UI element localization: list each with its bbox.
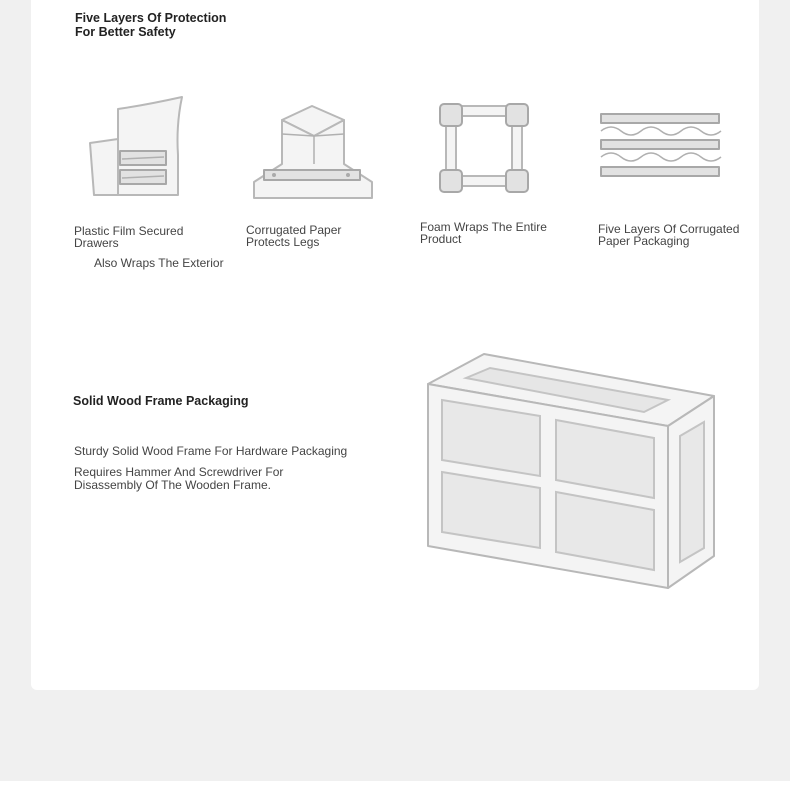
drawer-film-icon [86,95,186,200]
section-title: Five Layers Of Protection For Better Safety [75,11,227,39]
feature-label: Corrugated Paper Protects Legs [246,223,342,249]
wood-frame-desc: Sturdy Solid Wood Frame For Hardware Packaging [74,444,348,458]
wood-frame-title: Solid Wood Frame Packaging [73,394,249,408]
wood-frame-desc: Requires Hammer And Screwdriver For Disassembly Of The Wooden Frame. [74,465,284,492]
feature-label: Plastic Film Secured Drawers [74,224,184,250]
corrugated-layers-icon [598,110,722,182]
wooden-crate-icon [420,350,720,595]
feature-label: Five Layers Of Corrugated Paper Packaging [598,222,740,248]
corner-guard-icon [252,104,374,200]
feature-label: Foam Wraps The Entire Product [420,220,547,246]
extra-note: Also Wraps The Exterior [94,256,224,270]
foam-frame-icon [436,100,532,196]
bottom-strip [0,781,790,795]
